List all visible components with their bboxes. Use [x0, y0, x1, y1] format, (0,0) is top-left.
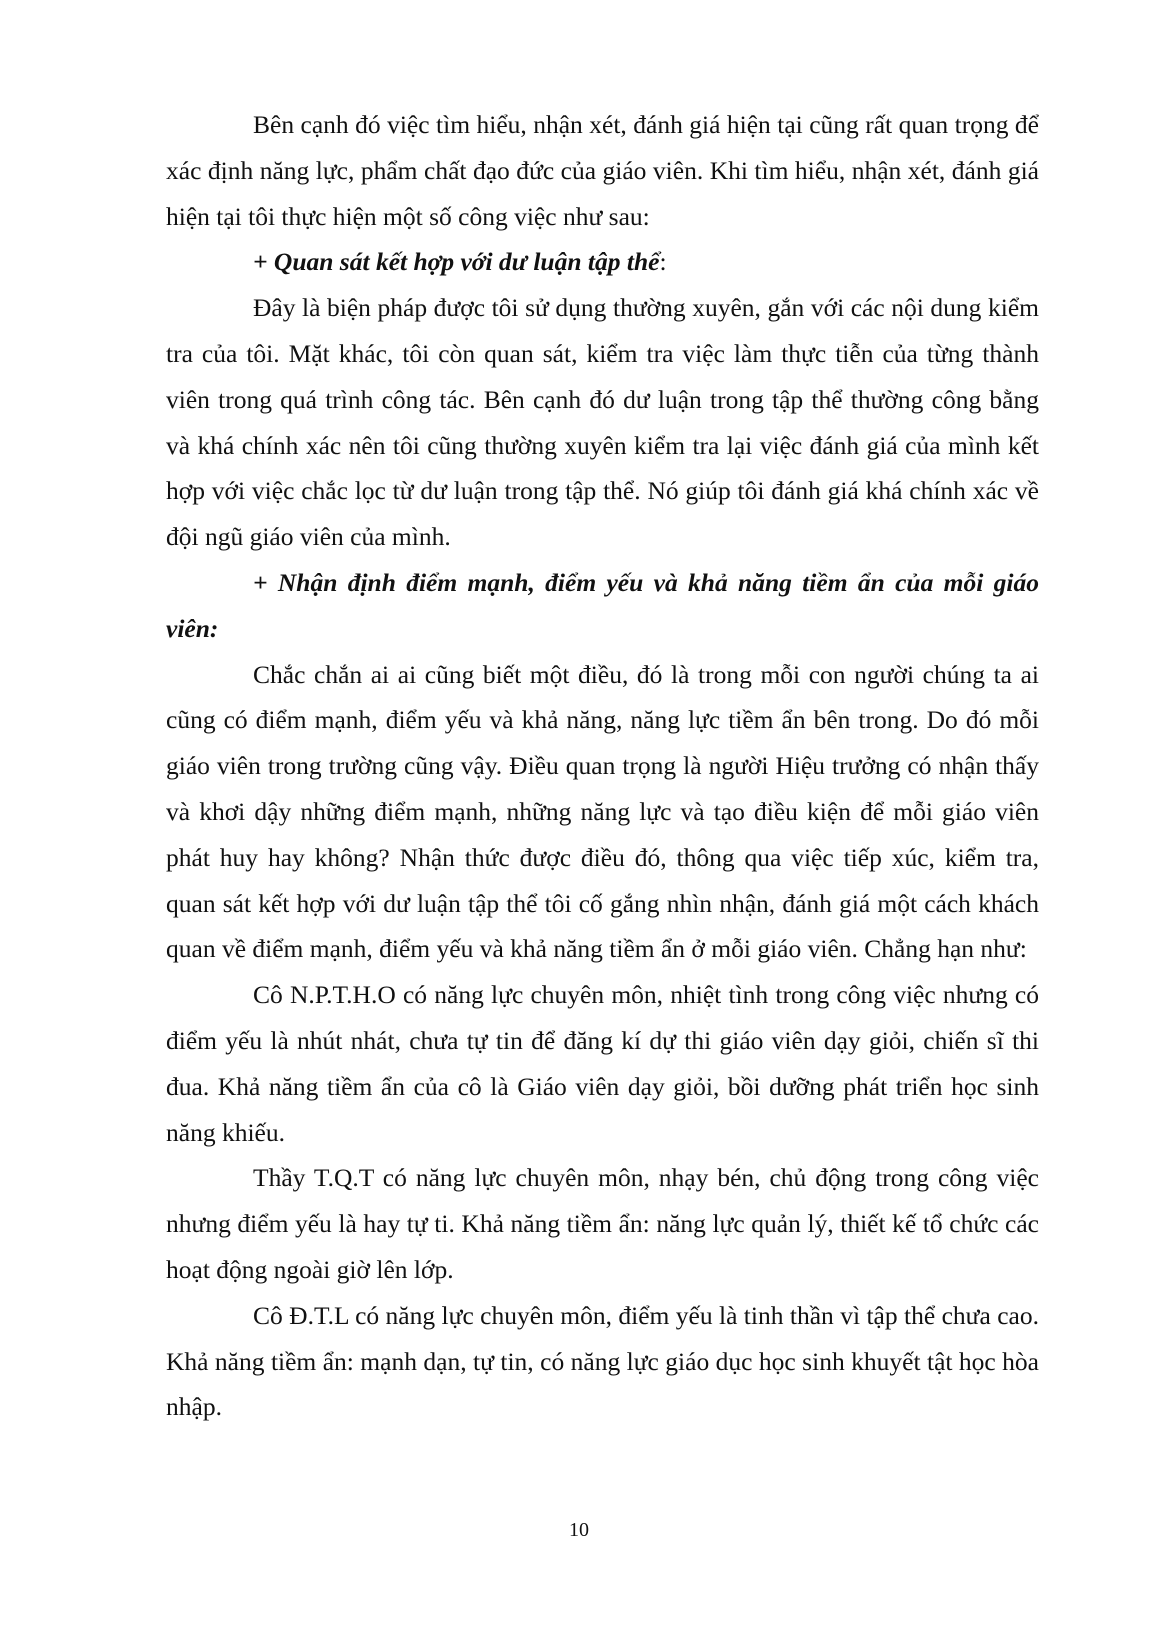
paragraph-teacher-l: Cô Đ.T.L có năng lực chuyên môn, điểm yếu là tinh thần vì tập thể chưa cao. Khả năng tiềm ẩn: mạnh dạn, tự tin, có năng lực giáo dục học sinh khuyết tật học hòa nhập. — [166, 1300, 1039, 1422]
paragraph-teacher-o: Cô N.P.T.H.O có năng lực chuyên môn, nhiệt tình trong công việc nhưng có điểm yếu là nhút nhát, chưa tự tin để đăng kí dự thi giáo viên dạy giỏi, chiến sĩ thi đua. Khả năng tiềm ẩn của cô là Giáo viên dạy giỏi, bồi dưỡng phát triển học sinh năng khiếu. — [166, 980, 1039, 1147]
page-number: 10 — [569, 1519, 589, 1541]
paragraph-teacher-t: Thầy T.Q.T có năng lực chuyên môn, nhạy bén, chủ động trong công việc nhưng điểm yếu là hay tự ti. Khả năng tiềm ẩn: năng lực quản lý, thiết kế tổ chức các hoạt động ngoài giờ lên lớp. — [166, 1163, 1039, 1284]
heading-observation — [166, 239, 1039, 285]
heading-strengths: + Nhận định điểm mạnh, điểm yếu và khả năng tiềm ẩn của mỗi giáo viên: — [166, 567, 1039, 643]
heading-observation-colon: : — [659, 247, 667, 277]
paragraph-intro: Bên cạnh đó việc tìm hiểu, nhận xét, đánh giá hiện tại cũng rất quan trọng để xác định năng lực, phẩm chất đạo đức của giáo viên. Khi tìm hiểu, nhận xét, đánh giá hiện tại tôi thực hiện một số công việc như sau: — [166, 110, 1039, 231]
heading-observation-text: + Quan sát kết hợp với dư luận tập thể — [253, 247, 660, 277]
paragraph-strengths: Chắc chắn ai ai cũng biết một điều, đó là trong mỗi con người chúng ta ai cũng có điểm mạnh, điểm yếu và khả năng, năng lực tiềm ẩn bên trong. Do đó mỗi giáo viên trong trường cũng vậy. Điều quan trọng là người Hiệu trưởng có nhận thấy và khơi dậy những điểm mạnh, những năng lực và tạo điều kiện để mỗi giáo viên phát huy hay không? Nhận thức được điều đó, thông qua việc tiếp xúc, kiểm tra, quan sát kết hợp với dư luận tập thể tôi cố gắng nhìn nhận, đánh giá một cách khách quan về điểm mạnh, điểm yếu và khả năng tiềm ẩn ở mỗi giáo viên. Chẳng hạn như: — [166, 659, 1039, 964]
paragraph-observation: Đây là biện pháp được tôi sử dụng thường xuyên, gắn với các nội dung kiểm tra của tôi. Mặt khác, tôi còn quan sát, kiểm tra việc làm thực tiễn của từng thành viên trong quá trình công tác. Bên cạnh đó dư luận trong tập thể thường công bằng và khá chính xác nên tôi cũng thường xuyên kiểm tra lại việc đánh giá của mình kết hợp với việc chắc lọc từ dư luận trong tập thể. Nó giúp tôi đánh giá khá chính xác về đội ngũ giáo viên của mình. — [166, 293, 1039, 552]
body-text — [166, 102, 1039, 1430]
